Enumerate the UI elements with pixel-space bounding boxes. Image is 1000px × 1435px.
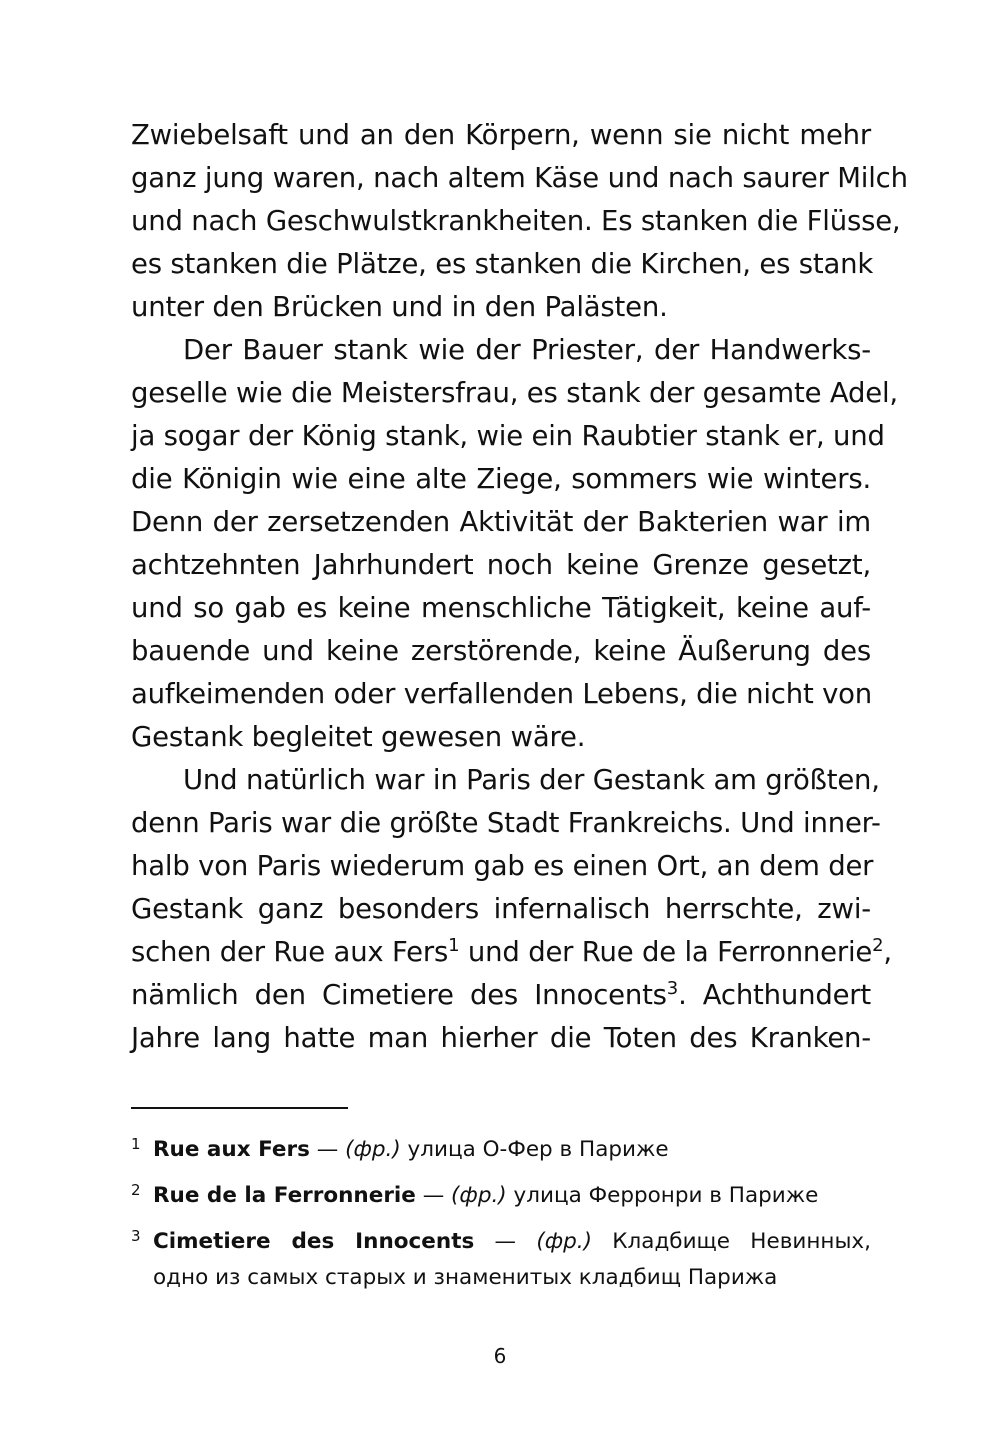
text-segment: nämlich den Cimetiere des Innocents bbox=[131, 979, 667, 1011]
footnote-language: (фр.) bbox=[345, 1137, 401, 1162]
footnote-term: Cimetiere des Innocents bbox=[153, 1229, 475, 1254]
text-segment: . Achthundert bbox=[678, 979, 871, 1011]
footnote-language: (фр.) bbox=[451, 1183, 507, 1208]
text-line: und nach Geschwulstkrankheiten. Es stanken die Flüsse, bbox=[131, 205, 901, 237]
footnote-term: Rue de la Ferronnerie bbox=[153, 1183, 416, 1208]
text-line: halb von Paris wiederum gab es einen Ort, an dem der bbox=[131, 850, 874, 882]
footnote-1 bbox=[131, 1132, 871, 1168]
footnotes bbox=[131, 1132, 871, 1306]
footnote-description: Кладбище Невинных, bbox=[591, 1229, 871, 1254]
text-line: Und natürlich war in Paris der Gestank am größten, bbox=[183, 764, 880, 796]
page-number: 6 bbox=[493, 1344, 507, 1368]
text-line: ganz jung waren, nach altem Käse und nach saurer Milch bbox=[131, 162, 908, 194]
footnote-text bbox=[153, 1178, 871, 1214]
text-line: aufkeimenden oder verfallenden Lebens, die nicht von bbox=[131, 678, 873, 710]
text-line bbox=[131, 974, 871, 1017]
text-line: Jahre lang hatte man hierher die Toten des Kranken- bbox=[131, 1022, 871, 1054]
footnote-dash: — bbox=[309, 1137, 346, 1162]
footnote-description: улица О-Фер в Париже bbox=[400, 1137, 669, 1162]
footnote-number: 3 bbox=[131, 1227, 141, 1245]
footnote-divider bbox=[131, 1107, 348, 1109]
text-line: Gestank ganz besonders infernalisch herrschte, zwi- bbox=[131, 893, 871, 925]
text-segment: und der Rue de la Ferronnerie bbox=[459, 936, 873, 968]
footnote-language: (фр.) bbox=[536, 1229, 592, 1254]
text-line: Der Bauer stank wie der Priester, der Handwerks- bbox=[183, 334, 871, 366]
footnote-dash: — bbox=[415, 1183, 452, 1208]
text-line: achtzehnten Jahrhundert noch keine Grenze gesetzt, bbox=[131, 549, 871, 581]
footnote-number: 1 bbox=[131, 1135, 141, 1153]
footnote-number: 2 bbox=[131, 1181, 141, 1199]
footnote-ref-2[interactable]: 2 bbox=[872, 935, 884, 956]
text-line: es stanken die Plätze, es stanken die Kirchen, es stank bbox=[131, 248, 874, 280]
footnote-description: улица Ферронри в Париже bbox=[506, 1183, 819, 1208]
text-line: unter den Brücken und in den Palästen. bbox=[131, 291, 668, 323]
footnote-text-continued: одно из самых старых и знаменитых кладбищ Парижа bbox=[153, 1265, 778, 1290]
footnote-ref-3[interactable]: 3 bbox=[666, 978, 679, 999]
footnote-dash: — bbox=[474, 1229, 537, 1254]
footnote-2 bbox=[131, 1178, 871, 1214]
footnote-text bbox=[153, 1132, 871, 1168]
text-segment: schen der Rue aux Fers bbox=[131, 936, 449, 968]
text-line: geselle wie die Meistersfrau, es stank der gesamte Adel, bbox=[131, 377, 898, 409]
text-line: und so gab es keine menschliche Tätigkeit, keine auf- bbox=[131, 592, 871, 624]
footnote-text bbox=[153, 1224, 871, 1260]
text-segment: , bbox=[883, 936, 892, 968]
text-line: ja sogar der König stank, wie ein Raubtier stank er, und bbox=[131, 420, 885, 452]
text-line: Denn der zersetzenden Aktivität der Bakterien war im bbox=[131, 506, 871, 538]
body-text bbox=[131, 114, 908, 1060]
text-line: die Königin wie eine alte Ziege, sommers wie winters. bbox=[131, 463, 871, 495]
footnote-term: Rue aux Fers bbox=[153, 1137, 310, 1162]
text-line bbox=[131, 931, 892, 974]
footnote-ref-1[interactable]: 1 bbox=[448, 935, 460, 956]
text-line: Zwiebelsaft und an den Körpern, wenn sie nicht mehr bbox=[131, 119, 871, 151]
text-line: bauende und keine zerstörende, keine Äußerung des bbox=[131, 635, 871, 667]
text-line: Gestank begleitet gewesen wäre. bbox=[131, 721, 586, 753]
text-line: denn Paris war die größte Stadt Frankreichs. Und inner- bbox=[131, 807, 881, 839]
footnote-3 bbox=[131, 1224, 871, 1296]
